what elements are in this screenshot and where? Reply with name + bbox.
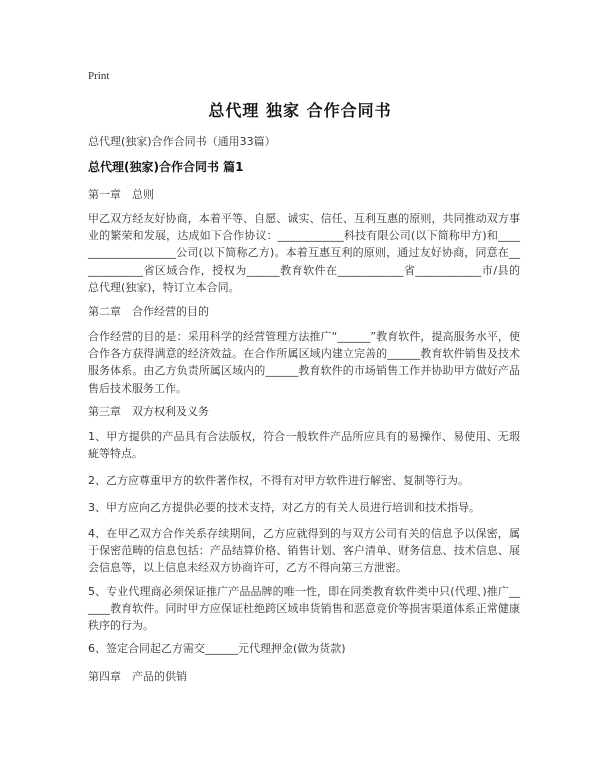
- clause-item-1: 1、甲方提供的产品具有合法版权，符合一般软件产品所应具有的易操作、易使用、无瑕疵等特点。: [88, 430, 520, 461]
- chapter-heading-3: 第三章 双方权利及义务: [88, 405, 209, 418]
- chapter-1-paragraph: 甲乙双方经友好协商，本着平等、自愿、诚实、信任、互利互惠的原则，共同推动双方事业的繁荣和发展，达成如下合作协议：____________科技有限公司(以下简称甲方)和____________________公司(以下简称乙方)。本着互惠互利的原则，通过友好协商，同意在____________省区域合作，授权为______教育软件在____________省____________市/县的总代理(独家)，特订立本合同。: [88, 212, 520, 294]
- clause-item-6: 6、签定合同起乙方需交______元代理押金(做为货款): [88, 642, 346, 655]
- section-title: 总代理(独家)合作合同书 篇1: [88, 160, 244, 174]
- print-label[interactable]: Print: [88, 70, 110, 82]
- document-title: 总代理 独家 合作合同书: [208, 101, 392, 120]
- clause-item-4: 4、在甲乙双方合作关系存续期间，乙方应就得到的与双方公司有关的信息予以保密，属于保密范畴的信息包括：产品结算价格、销售计划、客户清单、财务信息、技术信息、展会信息等，以上信息未经双方协商许可，乙方不得向第三方泄密。: [88, 527, 520, 575]
- chapter-2-paragraph: 合作经营的目的是：采用科学的经营管理方法推广“______”教育软件，提高服务水平，使合作各方获得满意的经济效益。在合作所属区域内建立完善的______教育软件销售及技术服务体系。由乙方负责所属区域内的______教育软件的市场销售工作并协助甲方做好产品售后技术服务工作。: [88, 330, 520, 395]
- chapter-heading-1: 第一章 总则: [88, 188, 154, 201]
- clause-item-3: 3、甲方应向乙方提供必要的技术支持，对乙方的有关人员进行培训和技术指导。: [88, 501, 480, 514]
- chapter-heading-4: 第四章 产品的供销: [88, 670, 187, 683]
- chapter-heading-2: 第二章 合作经营的目的: [88, 305, 209, 318]
- clause-item-5: 5、专业代理商必须保证推广产品品牌的唯一性，即在同类教育软件类中只(代理、)推广______教育软件。同时甲方应保证杜绝跨区域串货销售和恶意竞价等损害渠道体系正常健康秩序的行为。: [88, 585, 520, 633]
- document-subtitle: 总代理(独家)合作合同书（通用33篇）: [88, 135, 276, 148]
- clause-item-2: 2、乙方应尊重甲方的软件著作权，不得有对甲方软件进行解密、复制等行为。: [88, 474, 469, 487]
